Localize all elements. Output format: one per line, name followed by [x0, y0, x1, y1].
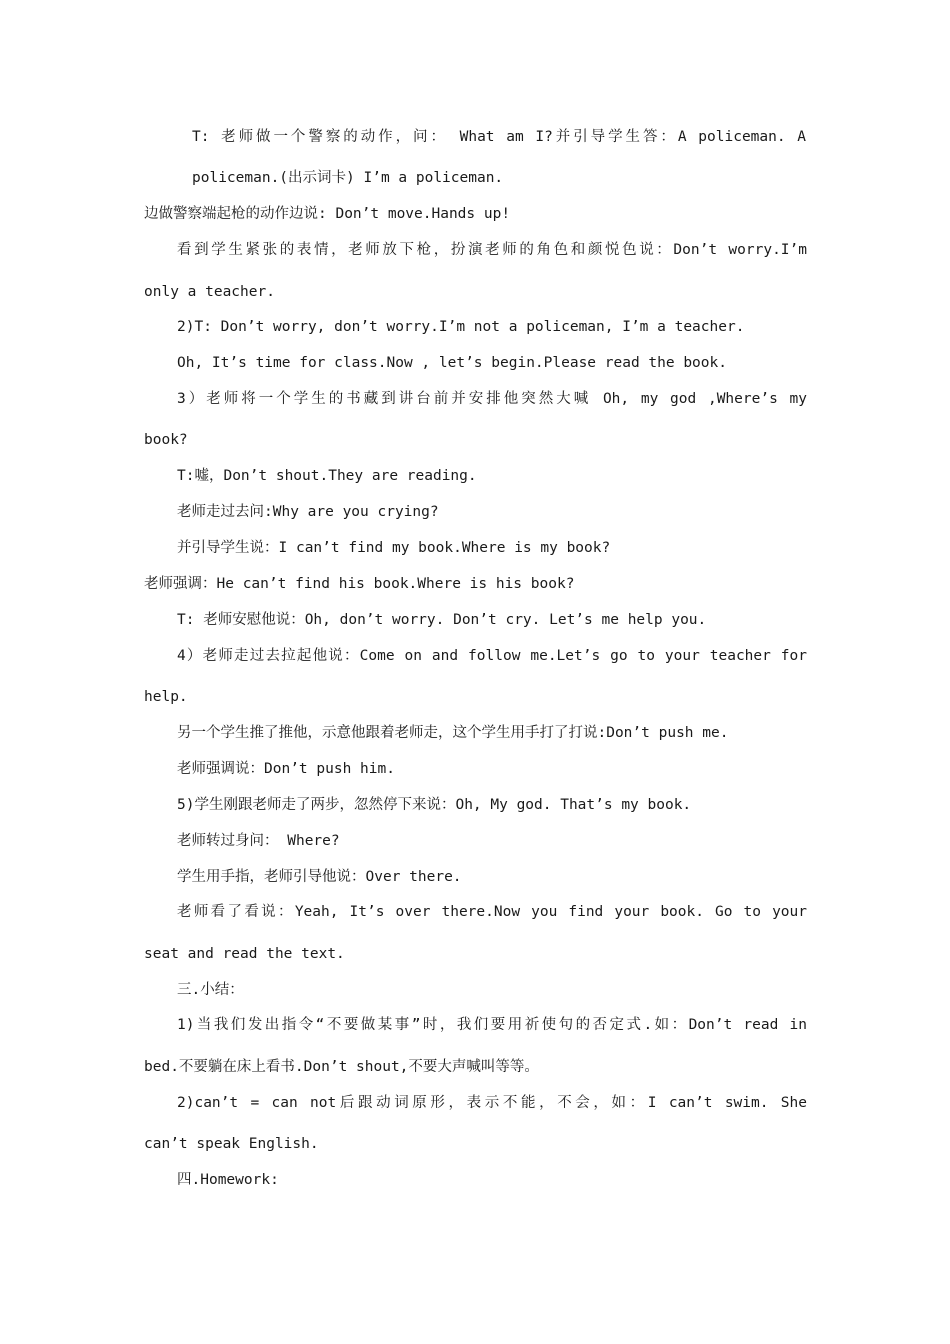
- text-line: 老师看了看说：Yeah, It’s over there.Now you find your book. Go to your: [177, 904, 807, 920]
- text-line: 1)当我们发出指令“不要做某事”时，我们要用祈使句的否定式.如：Don’t read in: [177, 1017, 807, 1033]
- text-line: 老师转过身问： Where?: [177, 833, 340, 849]
- text-line: T: 老师做一个警察的动作，问： What am I?并引导学生答：A policeman. A: [192, 129, 806, 145]
- text-line: Oh, It’s time for class.Now , let’s begin.Please read the book.: [177, 355, 727, 371]
- text-line: 4）老师走过去拉起他说：Come on and follow me.Let’s go to your teacher for: [177, 648, 807, 664]
- text-line: policeman.(出示词卡) I’m a policeman.: [192, 170, 504, 186]
- text-line: can’t speak English.: [144, 1136, 319, 1152]
- text-line: seat and read the text.: [144, 946, 345, 962]
- text-line: T:嘘，Don’t shout.They are reading.: [177, 468, 477, 484]
- text-line: 老师强调说：Don’t push him.: [177, 761, 395, 777]
- text-line: 老师强调：He can’t find his book.Where is his book?: [144, 576, 575, 592]
- section-heading: 三.小结：: [177, 982, 244, 998]
- text-line: 2)T: Don’t worry, don’t worry.I’m not a policeman, I’m a teacher.: [177, 319, 745, 335]
- text-line: 并引导学生说：I can’t find my book.Where is my book?: [177, 540, 611, 556]
- text-line: help.: [144, 689, 188, 705]
- text-line: 另一个学生推了推他，示意他跟着老师走，这个学生用手打了打说:Don’t push me.: [177, 725, 729, 741]
- text-line: 2)can’t = can not后跟动词原形，表示不能，不会，如：I can’t swim. She: [177, 1095, 807, 1111]
- text-line: T: 老师安慰他说：Oh, don’t worry. Don’t cry. Let’s me help you.: [177, 612, 707, 628]
- text-line: 看到学生紧张的表情，老师放下枪，扮演老师的角色和颜悦色说：Don’t worry.I’m: [177, 242, 807, 258]
- text-line: 边做警察端起枪的动作边说: Don’t move.Hands up!: [144, 206, 511, 222]
- text-line: only a teacher.: [144, 284, 275, 300]
- text-line: 学生用手指，老师引导他说：Over there.: [177, 869, 462, 885]
- text-line: 老师走过去问:Why are you crying?: [177, 504, 439, 520]
- text-line: bed.不要躺在床上看书.Don’t shout,不要大声喊叫等等。: [144, 1059, 539, 1075]
- text-line: book?: [144, 432, 188, 448]
- text-line: 5)学生刚跟老师走了两步，忽然停下来说：Oh, My god. That’s my book.: [177, 797, 692, 813]
- section-heading: 四.Homework:: [177, 1172, 279, 1188]
- text-line: 3）老师将一个学生的书藏到讲台前并安排他突然大喊 Oh, my god ,Where’s my: [177, 391, 807, 407]
